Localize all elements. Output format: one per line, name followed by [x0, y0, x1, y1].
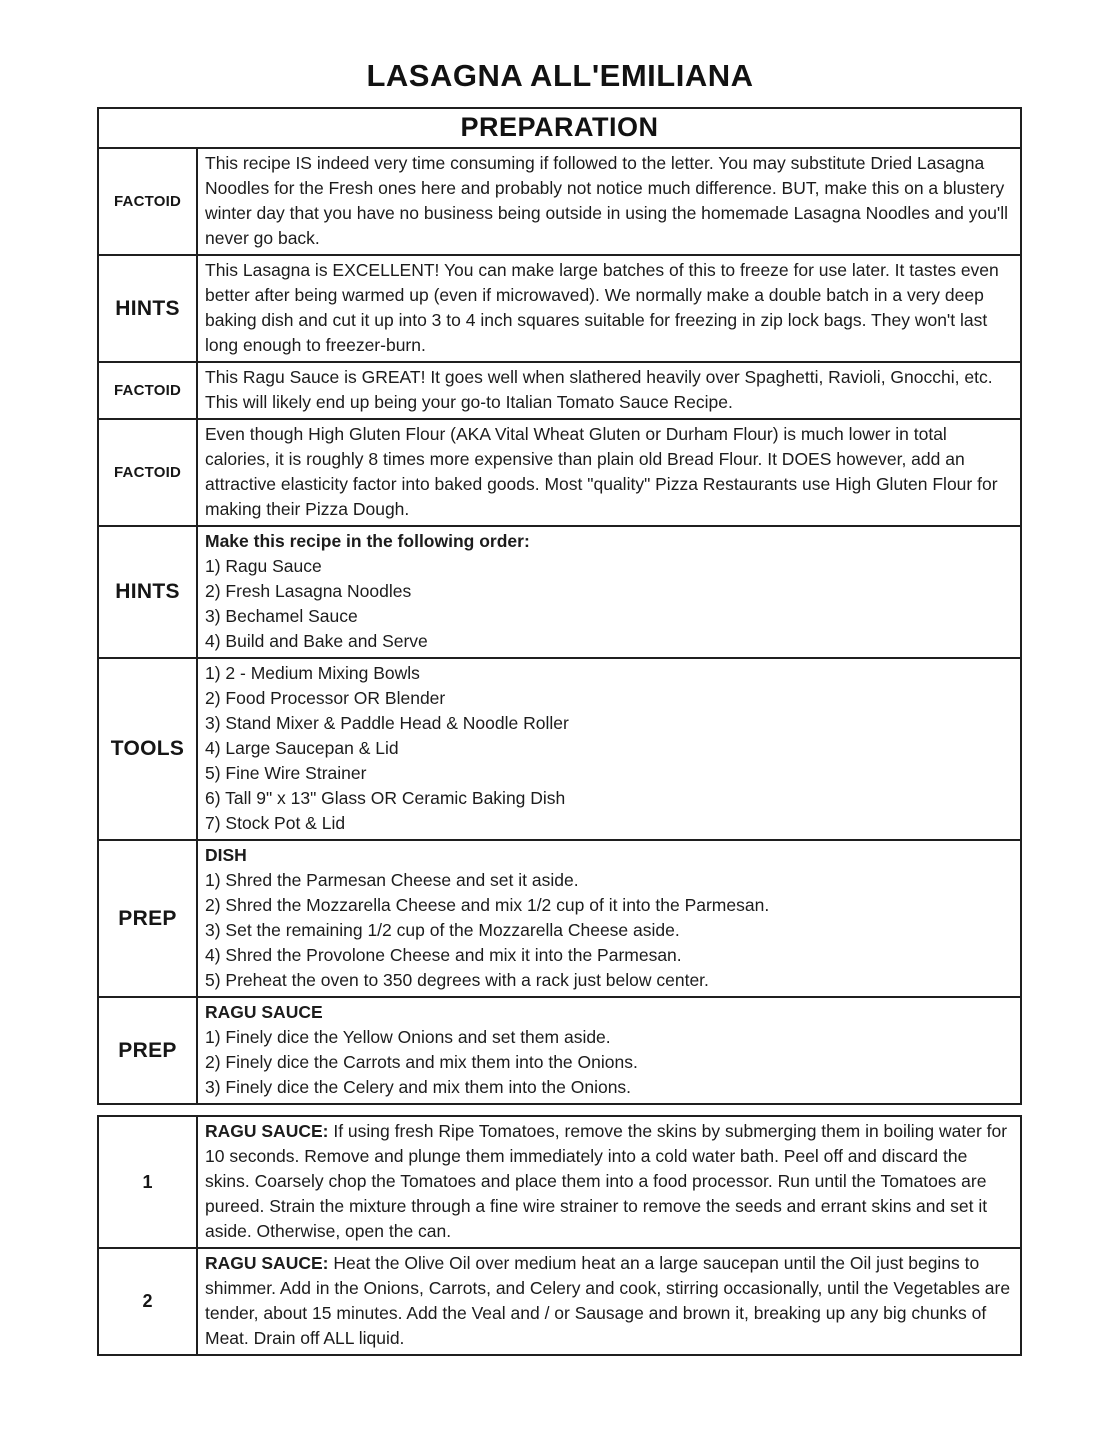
step-row-1 — [99, 1117, 1020, 1247]
text-line: RAGU SAUCE: If using fresh Ripe Tomatoes, remove the skins by submerging them in boiling water for 10 seconds. Remove and plunge them immediately into a cold water bath. Peel off and discard the skins. Coarsely chop the Tomatoes and place them into a food processor. Run until the Tomatoes are pureed. Strain the mixture through a fine wire strainer to remove the seeds and errant skins and set it aside. Otherwise, open the can. — [205, 1121, 1008, 1241]
row-content — [198, 363, 1020, 418]
row-factoid-3 — [99, 418, 1020, 525]
text-line: 2) Shred the Mozzarella Cheese and mix 1/2 cup of it into the Parmesan. — [205, 895, 770, 915]
text-line: Make this recipe in the following order: — [205, 531, 530, 551]
text-line: 1) Finely dice the Yellow Onions and set them aside. — [205, 1027, 611, 1047]
text-line: 6) Tall 9" x 13" Glass OR Ceramic Baking Dish — [205, 788, 566, 808]
line-lead-in: RAGU SAUCE: — [205, 1121, 334, 1141]
row-factoid-2 — [99, 361, 1020, 418]
row-label: TOOLS — [99, 659, 198, 839]
row-label: FACTOID — [99, 149, 198, 254]
text-line: 3) Finely dice the Celery and mix them into the Onions. — [205, 1077, 632, 1097]
row-content — [198, 256, 1020, 361]
row-content — [198, 998, 1020, 1103]
row-prep-ragu — [99, 996, 1020, 1103]
text-line: 1) Ragu Sauce — [205, 556, 322, 576]
steps-table-rows — [99, 1117, 1020, 1354]
text-line: DISH — [205, 845, 247, 865]
row-content — [198, 1117, 1020, 1247]
row-label: PREP — [99, 998, 198, 1103]
text-line: 5) Fine Wire Strainer — [205, 763, 367, 783]
row-label: HINTS — [99, 527, 198, 657]
row-content — [198, 1249, 1020, 1354]
text-line: This Ragu Sauce is GREAT! It goes well when slathered heavily over Spaghetti, Ravioli, Gnocchi, etc. This will likely end up being your go-to Italian Tomato Sauce Recipe. — [205, 367, 993, 412]
text-line: This Lasagna is EXCELLENT! You can make large batches of this to freeze for use later. It tastes even better after being warmed up (even if microwaved). We normally make a double batch in a very deep baking dish and cut it up into 3 to 4 inch squares suitable for freezing in zip lock bags. They won't last long enough to freezer-burn. — [205, 260, 999, 355]
row-label: 1 — [99, 1117, 198, 1247]
row-label: FACTOID — [99, 420, 198, 525]
row-hints-1 — [99, 254, 1020, 361]
text-line: 7) Stock Pot & Lid — [205, 813, 346, 833]
line-lead-in: RAGU SAUCE: — [205, 1253, 334, 1273]
text-line: 3) Bechamel Sauce — [205, 606, 358, 626]
text-line: RAGU SAUCE: Heat the Olive Oil over medium heat an a large saucepan until the Oil just begins to shimmer. Add in the Onions, Carrots, and Celery and cook, stirring occasionally, until the Vegetables are tender, about 15 minutes. Add the Veal and / or Sausage and brown it, breaking up any big chunks of Meat. Drain off ALL liquid. — [205, 1253, 1011, 1348]
row-label: FACTOID — [99, 363, 198, 418]
text-line: 4) Large Saucepan & Lid — [205, 738, 399, 758]
page-title: LASAGNA ALL'EMILIANA — [366, 58, 754, 93]
row-hints-2 — [99, 525, 1020, 657]
text-line: 1) Shred the Parmesan Cheese and set it aside. — [205, 870, 579, 890]
text-line: 4) Shred the Provolone Cheese and mix it into the Parmesan. — [205, 945, 682, 965]
row-tools — [99, 657, 1020, 839]
text-line: 3) Set the remaining 1/2 cup of the Mozzarella Cheese aside. — [205, 920, 680, 940]
preparation-table — [97, 107, 1022, 1105]
preparation-table-rows — [99, 149, 1020, 1103]
text-line: RAGU SAUCE — [205, 1002, 323, 1022]
text-line: 2) Food Processor OR Blender — [205, 688, 446, 708]
row-content — [198, 149, 1020, 254]
row-content — [198, 420, 1020, 525]
text-line: 1) 2 - Medium Mixing Bowls — [205, 663, 420, 683]
steps-table — [97, 1115, 1022, 1356]
text-line: This recipe IS indeed very time consuming if followed to the letter. You may substitute Dried Lasagna Noodles for the Fresh ones here and probably not notice much difference. BUT, make this on a blustery winter day that you have no business being outside in using the homemade Lasagna Noodles and you'll never go back. — [205, 153, 1009, 248]
row-label: HINTS — [99, 256, 198, 361]
text-line: 3) Stand Mixer & Paddle Head & Noodle Roller — [205, 713, 569, 733]
text-line: 2) Finely dice the Carrots and mix them into the Onions. — [205, 1052, 638, 1072]
row-factoid-1 — [99, 149, 1020, 254]
row-content — [198, 841, 1020, 996]
row-content — [198, 659, 1020, 839]
row-prep-dish — [99, 839, 1020, 996]
step-row-2 — [99, 1247, 1020, 1354]
text-line: 2) Fresh Lasagna Noodles — [205, 581, 412, 601]
text-line: 5) Preheat the oven to 350 degrees with a rack just below center. — [205, 970, 709, 990]
preparation-table-header: PREPARATION — [99, 109, 1020, 149]
row-label: PREP — [99, 841, 198, 996]
text-line: Even though High Gluten Flour (AKA Vital Wheat Gluten or Durham Flour) is much lower in total calories, it is roughly 8 times more expensive than plain old Bread Flour. It DOES however, add an attractive elasticity factor into baked goods. Most "quality" Pizza Restaurants use High Gluten Flour for making their Pizza Dough. — [205, 424, 998, 519]
row-content — [198, 527, 1020, 657]
text-line: 4) Build and Bake and Serve — [205, 631, 428, 651]
row-label: 2 — [99, 1249, 198, 1354]
